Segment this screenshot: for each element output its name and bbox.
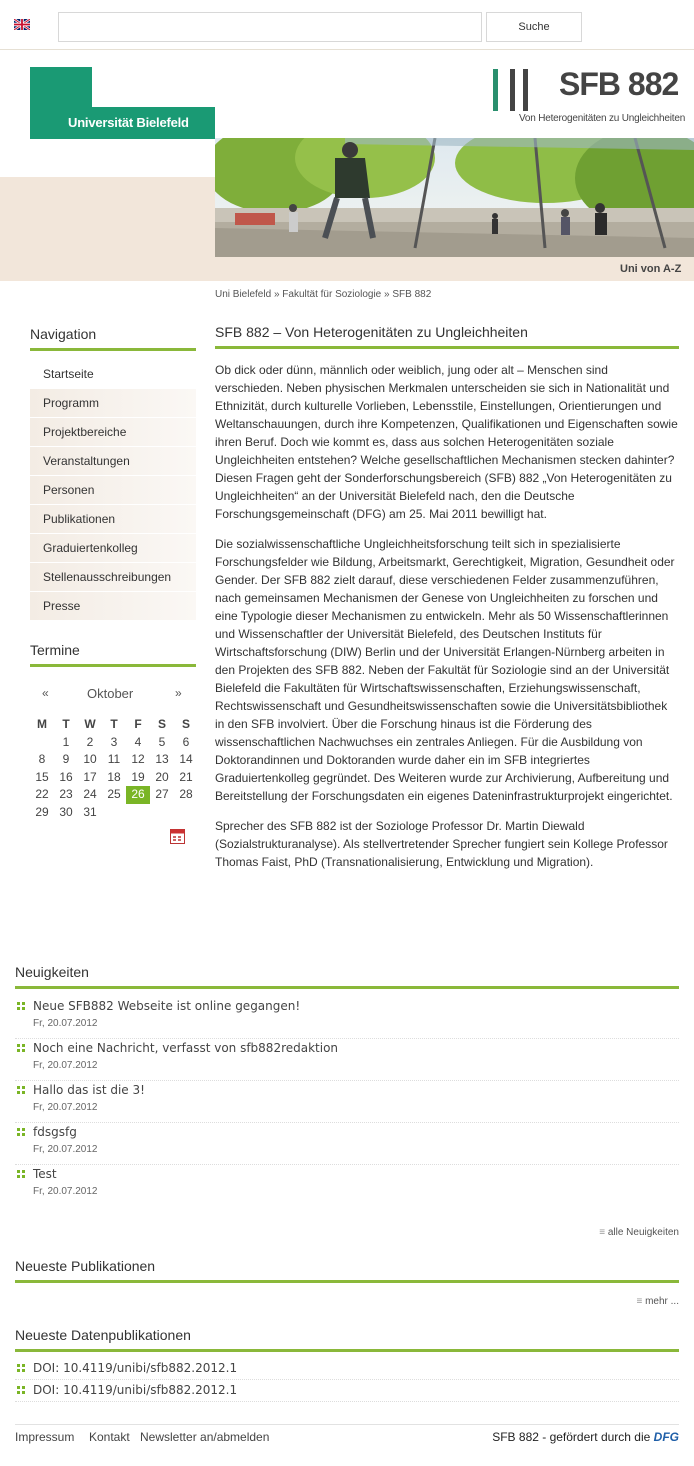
nav-item-projektbereiche[interactable]: Projektbereiche <box>30 418 196 447</box>
breadcrumb-item-uni[interactable]: Uni Bielefeld <box>215 289 272 300</box>
calendar-day <box>30 734 54 752</box>
uni-a-z-link[interactable]: Uni von A-Z <box>620 263 682 275</box>
dfg-logo[interactable]: DFG <box>653 1430 679 1444</box>
news-item[interactable] <box>15 1039 679 1081</box>
calendar-prev-button[interactable]: « <box>42 686 49 700</box>
navigation-heading: Navigation <box>30 326 97 342</box>
calendar-day: 4 <box>134 734 142 749</box>
calendar-day <box>150 804 174 822</box>
speaker-paragraph: Sprecher des SFB 882 ist der Soziologe Professor Dr. Martin Diewald (Sozialstrukturanalyse). Als stellvertretender Sprecher fungiert sein Kollege Professor Thomas Faist, PhD (Transnationalisierung, Entwicklung und Migration). <box>215 819 668 869</box>
list-icon: ≡ <box>636 1296 643 1307</box>
breadcrumb-separator: » <box>273 289 280 300</box>
calendar-grid <box>30 716 200 821</box>
calendar-weekday: F <box>134 717 142 731</box>
sfb-logo-title: SFB 882 <box>559 66 679 102</box>
nav-item-personen[interactable]: Personen <box>30 476 196 505</box>
calendar-day: 21 <box>179 769 193 784</box>
intro-paragraph: Ob dick oder dünn, männlich oder weiblich, jung oder alt – Menschen sind verschieden. Neben physischen Merkmalen unterscheiden sie sich in Nationalität und Ethnizität, durch kulturelle Vorlieben, Lebensstile, Einstellungen, Orientierungen und Weltanschauungen, durch ihre Kompetenzen, Qualifikationen und Eigenschaften sowie ihren Beruf. Doch wie kommt es, dass aus solchen Heterogenitäten soziale Ungleichheiten entstehen? Welche gesellschaftlichen Mechanismen stecken dahinter? Diesen Fragen geht der Sonderforschungsbereich (SFB) 882 „Von Heterogenitäten zu Ungleichheiten“ an der Universität Bielefeld nach, den die Deutsche Forschungsgemeinschaft (DFG) am 25. Mai 2011 bewilligt hat. <box>215 363 678 521</box>
sfb-logo[interactable] <box>491 66 686 130</box>
calendar-day: 9 <box>62 752 70 766</box>
bullet-icon <box>17 1170 25 1178</box>
uk-flag-icon[interactable] <box>14 19 30 30</box>
calendar-weekday: S <box>157 717 166 731</box>
page-title: SFB 882 – Von Heterogenitäten zu Ungleichheiten <box>215 324 528 340</box>
footer-link-impressum[interactable]: Impressum <box>15 1430 75 1444</box>
sfb-logo-bars-icon <box>491 69 547 111</box>
calendar-day: 29 <box>35 804 49 819</box>
news-item[interactable] <box>15 997 679 1039</box>
calendar-day: 23 <box>59 787 73 801</box>
bullet-icon <box>17 1086 25 1094</box>
calendar-day <box>126 804 150 822</box>
main-content <box>215 324 679 871</box>
calendar-day <box>102 804 126 822</box>
news-title[interactable]: Hallo das ist die 3! <box>33 1083 145 1097</box>
calendar-week-row <box>30 734 200 752</box>
calendar-day: 12 <box>131 752 145 766</box>
more-publications-label[interactable]: mehr ... <box>645 1296 679 1307</box>
data-publication-item[interactable] <box>15 1380 679 1402</box>
calendar-day: 28 <box>179 787 193 801</box>
news-title[interactable]: Noch eine Nachricht, verfasst von sfb882redaktion <box>33 1041 339 1055</box>
news-item[interactable] <box>15 1165 679 1207</box>
nav-item-stellenausschreibungen[interactable]: Stellenausschreibungen <box>30 563 196 592</box>
data-publications-heading: Neueste Datenpublikationen <box>15 1327 191 1343</box>
bullet-icon <box>17 1128 25 1136</box>
calendar-next-button[interactable]: » <box>175 686 182 700</box>
calendar-weekday: S <box>181 717 190 731</box>
nav-item-publikationen[interactable]: Publikationen <box>30 505 196 534</box>
calendar-day: 20 <box>155 769 169 784</box>
news-item[interactable] <box>15 1123 679 1165</box>
news-list <box>15 997 679 1207</box>
calendar-day: 16 <box>59 769 73 784</box>
calendar-day: 8 <box>38 752 46 766</box>
calendar-weekday: T <box>62 717 70 731</box>
nav-item-startseite[interactable]: Startseite <box>30 360 196 389</box>
bullet-icon <box>17 1364 25 1372</box>
sfb-logo-subtitle: Von Heterogenitäten zu Ungleichheiten <box>519 113 686 124</box>
calendar-day: 10 <box>83 752 97 766</box>
data-publications-divider <box>15 1349 679 1352</box>
navigation-list <box>30 360 196 621</box>
bullet-icon <box>17 1002 25 1010</box>
header-beige-panel <box>0 177 215 281</box>
search-input[interactable] <box>58 12 482 42</box>
calendar-day: 11 <box>107 752 121 766</box>
data-publication-title[interactable]: DOI: 10.4119/unibi/sfb882.2012.1 <box>33 1383 238 1397</box>
calendar-week-row <box>30 804 200 822</box>
calendar-day: 24 <box>83 787 97 801</box>
data-publication-item[interactable] <box>15 1358 679 1380</box>
breadcrumb-separator: » <box>384 289 390 300</box>
nav-item-graduiertenkolleg[interactable]: Graduiertenkolleg <box>30 534 196 563</box>
data-publications-list <box>15 1358 679 1402</box>
nav-item-veranstaltungen[interactable]: Veranstaltungen <box>30 447 196 476</box>
publications-heading: Neueste Publikationen <box>15 1258 156 1274</box>
calendar-week-row <box>30 751 200 769</box>
list-icon: ≡ <box>599 1227 606 1238</box>
news-date: Fr, 20.07.2012 <box>33 1186 98 1197</box>
news-heading: Neuigkeiten <box>15 964 89 980</box>
news-date: Fr, 20.07.2012 <box>33 1102 98 1113</box>
termine-heading: Termine <box>30 642 80 658</box>
search-button[interactable]: Suche <box>486 12 582 42</box>
calendar-day: 14 <box>179 752 193 766</box>
calendar-weekday: T <box>110 717 118 731</box>
bullet-icon <box>17 1386 25 1394</box>
breadcrumb-item-faculty[interactable]: Fakultät für Soziologie <box>282 289 382 300</box>
bullet-icon <box>17 1044 25 1052</box>
calendar-week-row <box>30 786 200 804</box>
calendar-weekday-row <box>30 716 200 734</box>
more-publications-link[interactable] <box>636 1296 679 1307</box>
footer-divider <box>15 1424 679 1425</box>
calendar-day: 5 <box>158 734 166 749</box>
news-date: Fr, 20.07.2012 <box>33 1018 98 1029</box>
university-logo-text: Universität Bielefeld <box>68 115 189 130</box>
footer-funding <box>492 1430 679 1444</box>
navigation-divider <box>30 348 196 351</box>
title-divider <box>215 346 679 349</box>
calendar-day: 3 <box>110 734 118 749</box>
breadcrumb-item-sfb[interactable]: SFB 882 <box>392 289 432 300</box>
header-photo <box>215 138 694 257</box>
calendar-day: 19 <box>131 769 145 784</box>
news-title[interactable]: Neue SFB882 Webseite ist online gegangen! <box>33 999 301 1013</box>
footer-funding-text: SFB 882 - gefördert durch die <box>492 1430 651 1444</box>
calendar-week-row <box>30 769 200 787</box>
news-date: Fr, 20.07.2012 <box>33 1144 98 1155</box>
calendar-weekday: W <box>84 717 96 731</box>
calendar-day: 15 <box>35 769 49 784</box>
data-publication-title[interactable]: DOI: 10.4119/unibi/sfb882.2012.1 <box>33 1361 238 1375</box>
university-logo[interactable] <box>30 67 215 139</box>
calendar-export-icon[interactable] <box>170 828 185 844</box>
breadcrumb <box>215 289 431 300</box>
nav-item-presse[interactable]: Presse <box>30 592 196 621</box>
calendar-day: 27 <box>155 787 169 801</box>
termine-divider <box>30 664 196 667</box>
footer-link-kontakt[interactable]: Kontakt <box>89 1430 130 1444</box>
calendar-day: 2 <box>86 734 94 749</box>
calendar-day: 30 <box>59 804 73 819</box>
news-date: Fr, 20.07.2012 <box>33 1060 98 1071</box>
footer-link-newsletter[interactable]: Newsletter an/abmelden <box>140 1430 270 1444</box>
calendar-day: 31 <box>83 804 97 819</box>
calendar-day-today[interactable]: 26 <box>126 786 150 804</box>
news-title[interactable]: fdsgsfg <box>33 1125 77 1139</box>
news-item[interactable] <box>15 1081 679 1123</box>
calendar-day: 6 <box>182 734 190 749</box>
all-news-label[interactable]: alle Neuigkeiten <box>607 1227 679 1238</box>
research-paragraph: Die sozialwissenschaftliche Ungleichheitsforschung teilt sich in spezialisierte Forschungsfelder wie Bildung, Arbeitsmarkt, Gerechtigkeit, Migration, Gesundheit oder Gender. Der SFB 882 zielt darauf, diese verschiedenen Felder zusammenzuführen, nach gemeinsamen Mechanismen der Genese von Ungleichheiten zu forschen und eine Typologie dieser Mechanismen zu entwickeln. Mehr als 50 Wissenschaftlerinnen und Wissenschaftler der Universität Bielefeld, des Deutschen Instituts für Wirtschaftsforschung (DIW) Berlin und der Universität Erlangen-Nürnberg arbeiten in den Projekten des SFB 882. Neben der Fakultät für Soziologie sind an der Universität Bielefeld die Fakultäten für Wirtschaftswissenschaften, Erziehungswissenschaft, Rechtswissenschaft und Gesundheitswissenschaften sowie die Universitätsbibliothek in den SFB involviert. Über die Forschung hinaus ist die Förderung des wissenschaftlichen Nachwuchses ein zentrales Anliegen. Für die Ausbildung von Doktorandinnen und Doktoranden wurde daher ein im SFB integriertes Graduiertenkolleg gegründet. Des Weiteren wurde zur Archivierung, Aufbereitung und Bereitstellung der Forschungsdaten ein eigenes Dateninfrastrukturprojekt eingerichtet. <box>215 537 675 803</box>
calendar-day: 25 <box>107 787 121 801</box>
publications-divider <box>15 1280 679 1283</box>
calendar-day: 22 <box>35 787 49 801</box>
calendar-day: 1 <box>62 734 70 749</box>
nav-item-programm[interactable]: Programm <box>30 389 196 418</box>
news-title[interactable]: Test <box>33 1167 57 1181</box>
calendar-day: 17 <box>83 769 97 784</box>
calendar-weekday: M <box>37 717 47 731</box>
calendar-month-label: Oktober <box>87 686 134 701</box>
all-news-link[interactable] <box>599 1227 679 1238</box>
news-divider <box>15 986 679 989</box>
calendar-day: 13 <box>155 752 169 766</box>
calendar-day: 18 <box>107 769 121 784</box>
calendar-day <box>174 804 198 822</box>
